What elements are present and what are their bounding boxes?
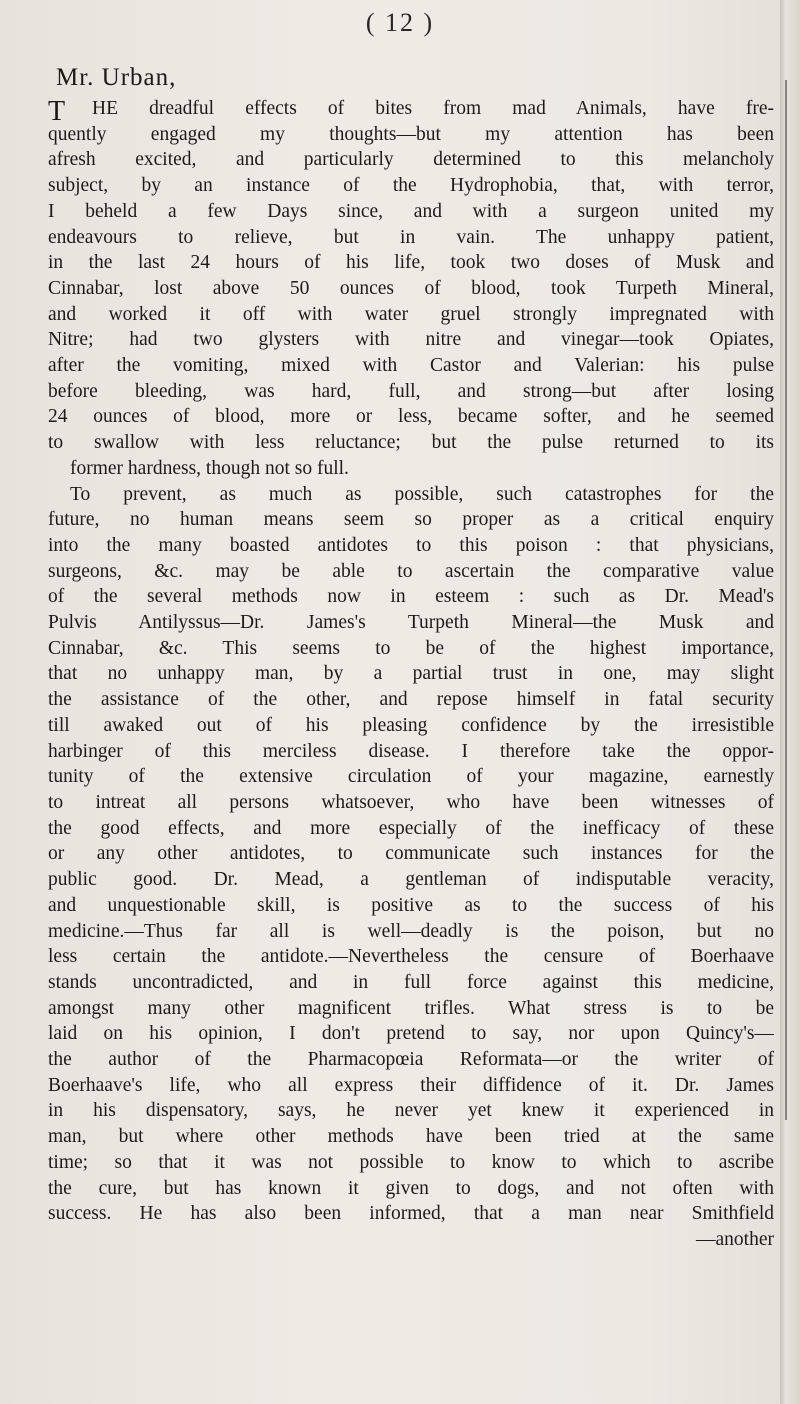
text-line: quently engaged my thoughts—but my attention has been bbox=[48, 123, 774, 145]
text-line: to intreat all persons whatsoever, who have been witnesses of bbox=[48, 791, 774, 813]
text-line: less certain the antidote.—Nevertheless the censure of Boerhaave bbox=[48, 946, 774, 968]
text-line: I beheld a few Days since, and with a surgeon united my bbox=[48, 200, 774, 222]
text-line: laid on his opinion, I don't pretend to say, nor upon Quincy's— bbox=[48, 1023, 774, 1045]
text-line: Nitre; had two glysters with nitre and vinegar—took Opiates, bbox=[48, 329, 774, 351]
text-line: future, no human means seem so proper as a critical enquiry bbox=[48, 509, 774, 531]
text-line: amongst many other magnificent trifles. What stress is to be bbox=[48, 997, 774, 1019]
text-line: and worked it off with water gruel strongly impregnated with bbox=[48, 303, 774, 325]
salutation: Mr. Urban, bbox=[56, 64, 177, 91]
text-line: or any other antidotes, to communicate such instances for the bbox=[48, 843, 774, 865]
text-line: of the several methods now in esteem : such as Dr. Mead's bbox=[48, 586, 774, 608]
page-edge-rule bbox=[785, 80, 787, 1120]
text-line: that no unhappy man, by a partial trust in one, may slight bbox=[48, 663, 774, 685]
text-line: the assistance of the other, and repose himself in fatal security bbox=[48, 689, 774, 711]
text-line: Cinnabar, &c. This seems to be of the highest importance, bbox=[48, 637, 774, 659]
text-line: To prevent, as much as possible, such catastrophes for the bbox=[70, 483, 774, 505]
text-line: —another bbox=[696, 1228, 774, 1250]
text-line: 24 ounces of blood, more or less, became softer, and he seemed bbox=[48, 406, 774, 428]
text-line: tunity of the extensive circulation of your magazine, earnestly bbox=[48, 766, 774, 788]
text-line: stands uncontradicted, and in full force against this medicine, bbox=[48, 971, 774, 993]
text-line: before bleeding, was hard, full, and strong—but after losing bbox=[48, 380, 774, 402]
text-line: the cure, but has known it given to dogs, and not often with bbox=[48, 1177, 774, 1199]
text-line: to swallow with less reluctance; but the pulse returned to its bbox=[48, 432, 774, 454]
text-line: the author of the Pharmacopœia Reformata—or the writer of bbox=[48, 1049, 774, 1071]
text-line: success. He has also been informed, that a man near Smithfield bbox=[48, 1203, 774, 1225]
text-line: after the vomiting, mixed with Castor and Valerian: his pulse bbox=[48, 355, 774, 377]
drop-cap: T bbox=[48, 96, 66, 127]
text-line: surgeons, &c. may be able to ascertain the comparative value bbox=[48, 560, 774, 582]
text-line: afresh excited, and particularly determined to this melancholy bbox=[48, 149, 774, 171]
text-line: public good. Dr. Mead, a gentleman of indisputable veracity, bbox=[48, 869, 774, 891]
page-number: ( 12 ) bbox=[365, 8, 435, 37]
text-line: Cinnabar, lost above 50 ounces of blood, took Turpeth Mineral, bbox=[48, 277, 774, 299]
text-line: and unquestionable skill, is positive as to the success of his bbox=[48, 894, 774, 916]
text-line: man, but where other methods have been tried at the same bbox=[48, 1126, 774, 1148]
text-line: in the last 24 hours of his life, took two doses of Musk and bbox=[48, 252, 774, 274]
text-line: till awaked out of his pleasing confidence by the irresistible bbox=[48, 714, 774, 736]
text-line: HE dreadful effects of bites from mad Animals, have fre- bbox=[92, 98, 774, 119]
text-line: in his dispensatory, says, he never yet knew it experienced in bbox=[48, 1100, 774, 1122]
text-line: Boerhaave's life, who all express their diffidence of it. Dr. James bbox=[48, 1074, 774, 1096]
page-edge bbox=[780, 0, 800, 1404]
text-line: medicine.—Thus far all is well—deadly is the poison, but no bbox=[48, 920, 774, 942]
text-line: into the many boasted antidotes to this poison : that physicians, bbox=[48, 534, 774, 556]
text-line: Pulvis Antilyssus—Dr. James's Turpeth Mineral—the Musk and bbox=[48, 612, 774, 634]
text-line: harbinger of this merciless disease. I therefore take the oppor- bbox=[48, 740, 774, 762]
text-line: time; so that it was not possible to know to which to ascribe bbox=[48, 1151, 774, 1173]
text-line: endeavours to relieve, but in vain. The unhappy patient, bbox=[48, 226, 774, 248]
text-line: subject, by an instance of the Hydrophobia, that, with terror, bbox=[48, 175, 774, 197]
text-line: the good effects, and more especially of the inefficacy of these bbox=[48, 817, 774, 839]
text-line: former hardness, though not so full. bbox=[70, 457, 349, 479]
letter-body bbox=[48, 96, 774, 1253]
